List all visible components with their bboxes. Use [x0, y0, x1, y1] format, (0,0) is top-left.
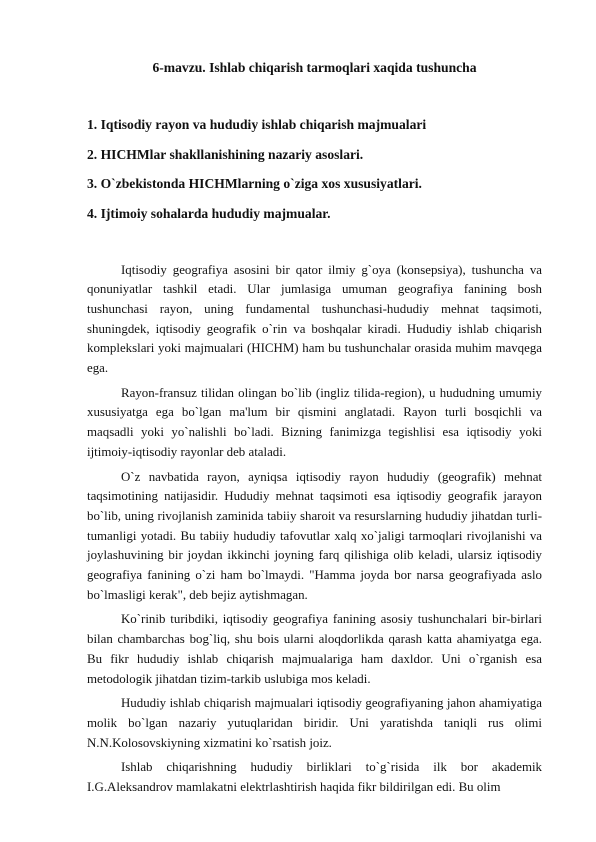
body-paragraph: Ishlab chiqarishning hududiy birliklari to`g`risida ilk bor akademik I.G.Aleksandrov mamlakatni elektrlashtirish haqida fikr bildirilgan edi. Bu olim — [87, 760, 542, 795]
plan-item: 2. HICHMlar shakllanishining nazariy asoslari. — [87, 146, 364, 162]
document-body — [87, 261, 542, 798]
body-paragraph: Iqtisodiy geografiya asosini bir qator ilmiy g`oya (konsepsiya), tushuncha va qonuniyatlar tashkil etadi. Ular jumlasiga umuman geografiya fanining bosh tushunchasi rayon, uning fundamental tushunchasi-hududiy mehnat taqsimoti, shuningdek, iqtisodiy geografik o`rin va boshqalar kiradi. Hududiy ishlab chiqarish komplekslari yoki majmualari (HICHM) ham bu tushunchalar orasida muhim mavqega ega. — [87, 262, 542, 376]
body-paragraph: Hududiy ishlab chiqarish majmualari iqtisodiy geografiyaning jahon ahamiyatiga molik bo`lgan nazariy yutuqlaridan biridir. Uni yaratishda taniqli rus olimi N.N.Kolosovskiyning xizmatini ko`rsatish joiz. — [87, 696, 542, 750]
body-paragraph: Rayon-fransuz tilidan olingan bo`lib (ingliz tilida-region), u hududning umumiy xususiyatga ega bo`lgan ma'lum bir qismini anglatadi. Rayon turli bosqichli va maqsadli yoki yo`nalishli bo`ladi. Bizning fanimizga tegishlisi esa iqtisodiy yoki ijtimoiy-iqtisodiy rayonlar deb ataladi. — [87, 385, 542, 459]
topic-plan-list — [87, 116, 542, 223]
plan-item: 4. Ijtimoiy sohalarda hududiy majmualar. — [87, 205, 331, 221]
plan-item: 1. Iqtisodiy rayon va hududiy ishlab chiqarish majmualari — [87, 117, 427, 132]
document-title: 6-mavzu. Ishlab chiqarish tarmoqlari xaqida tushuncha — [152, 60, 477, 75]
body-paragraph: Ko`rinib turibdiki, iqtisodiy geografiya fanining asosiy tushunchalari bir-birlari bilan chambarchas bog`liq, shu bois ularni aloqdorlikda qarash katta ahamiyatga ega. Bu fikr hududiy ishlab chiqarish majmualariga ham daxldor. Uni o`rganish esa metodologik jihatdan tizim-tarkib uslubiga mos keladi. — [87, 612, 542, 686]
body-paragraph: O`z navbatida rayon, ayniqsa iqtisodiy rayon hududiy (geografik) mehnat taqsimotining natijasidir. Hududiy mehnat taqsimoti esa iqtisodiy geografik jarayon bo`lib, uning rivojlanish zaminida tabiiy sharoit va resurslarning hududiy jihatdan turli-tumanligi yotadi. Bu tabiiy hududiy tafovutlar xalq xo`jaligi tarmoqlari rivojlanishi va joylashuvining bir joydan ikkinchi joyning farq qilishiga olib keladi, ularsiz iqtisodiy geografiya fanining o`zi ham bo`lmaydi. "Hamma joyda bor narsa geografiyada aslo bo`lmasligi kerak", deb bejiz aytishmagan. — [87, 469, 542, 602]
plan-item: 3. O`zbekistonda HICHMlarning o`ziga xos xususiyatlari. — [87, 176, 422, 191]
